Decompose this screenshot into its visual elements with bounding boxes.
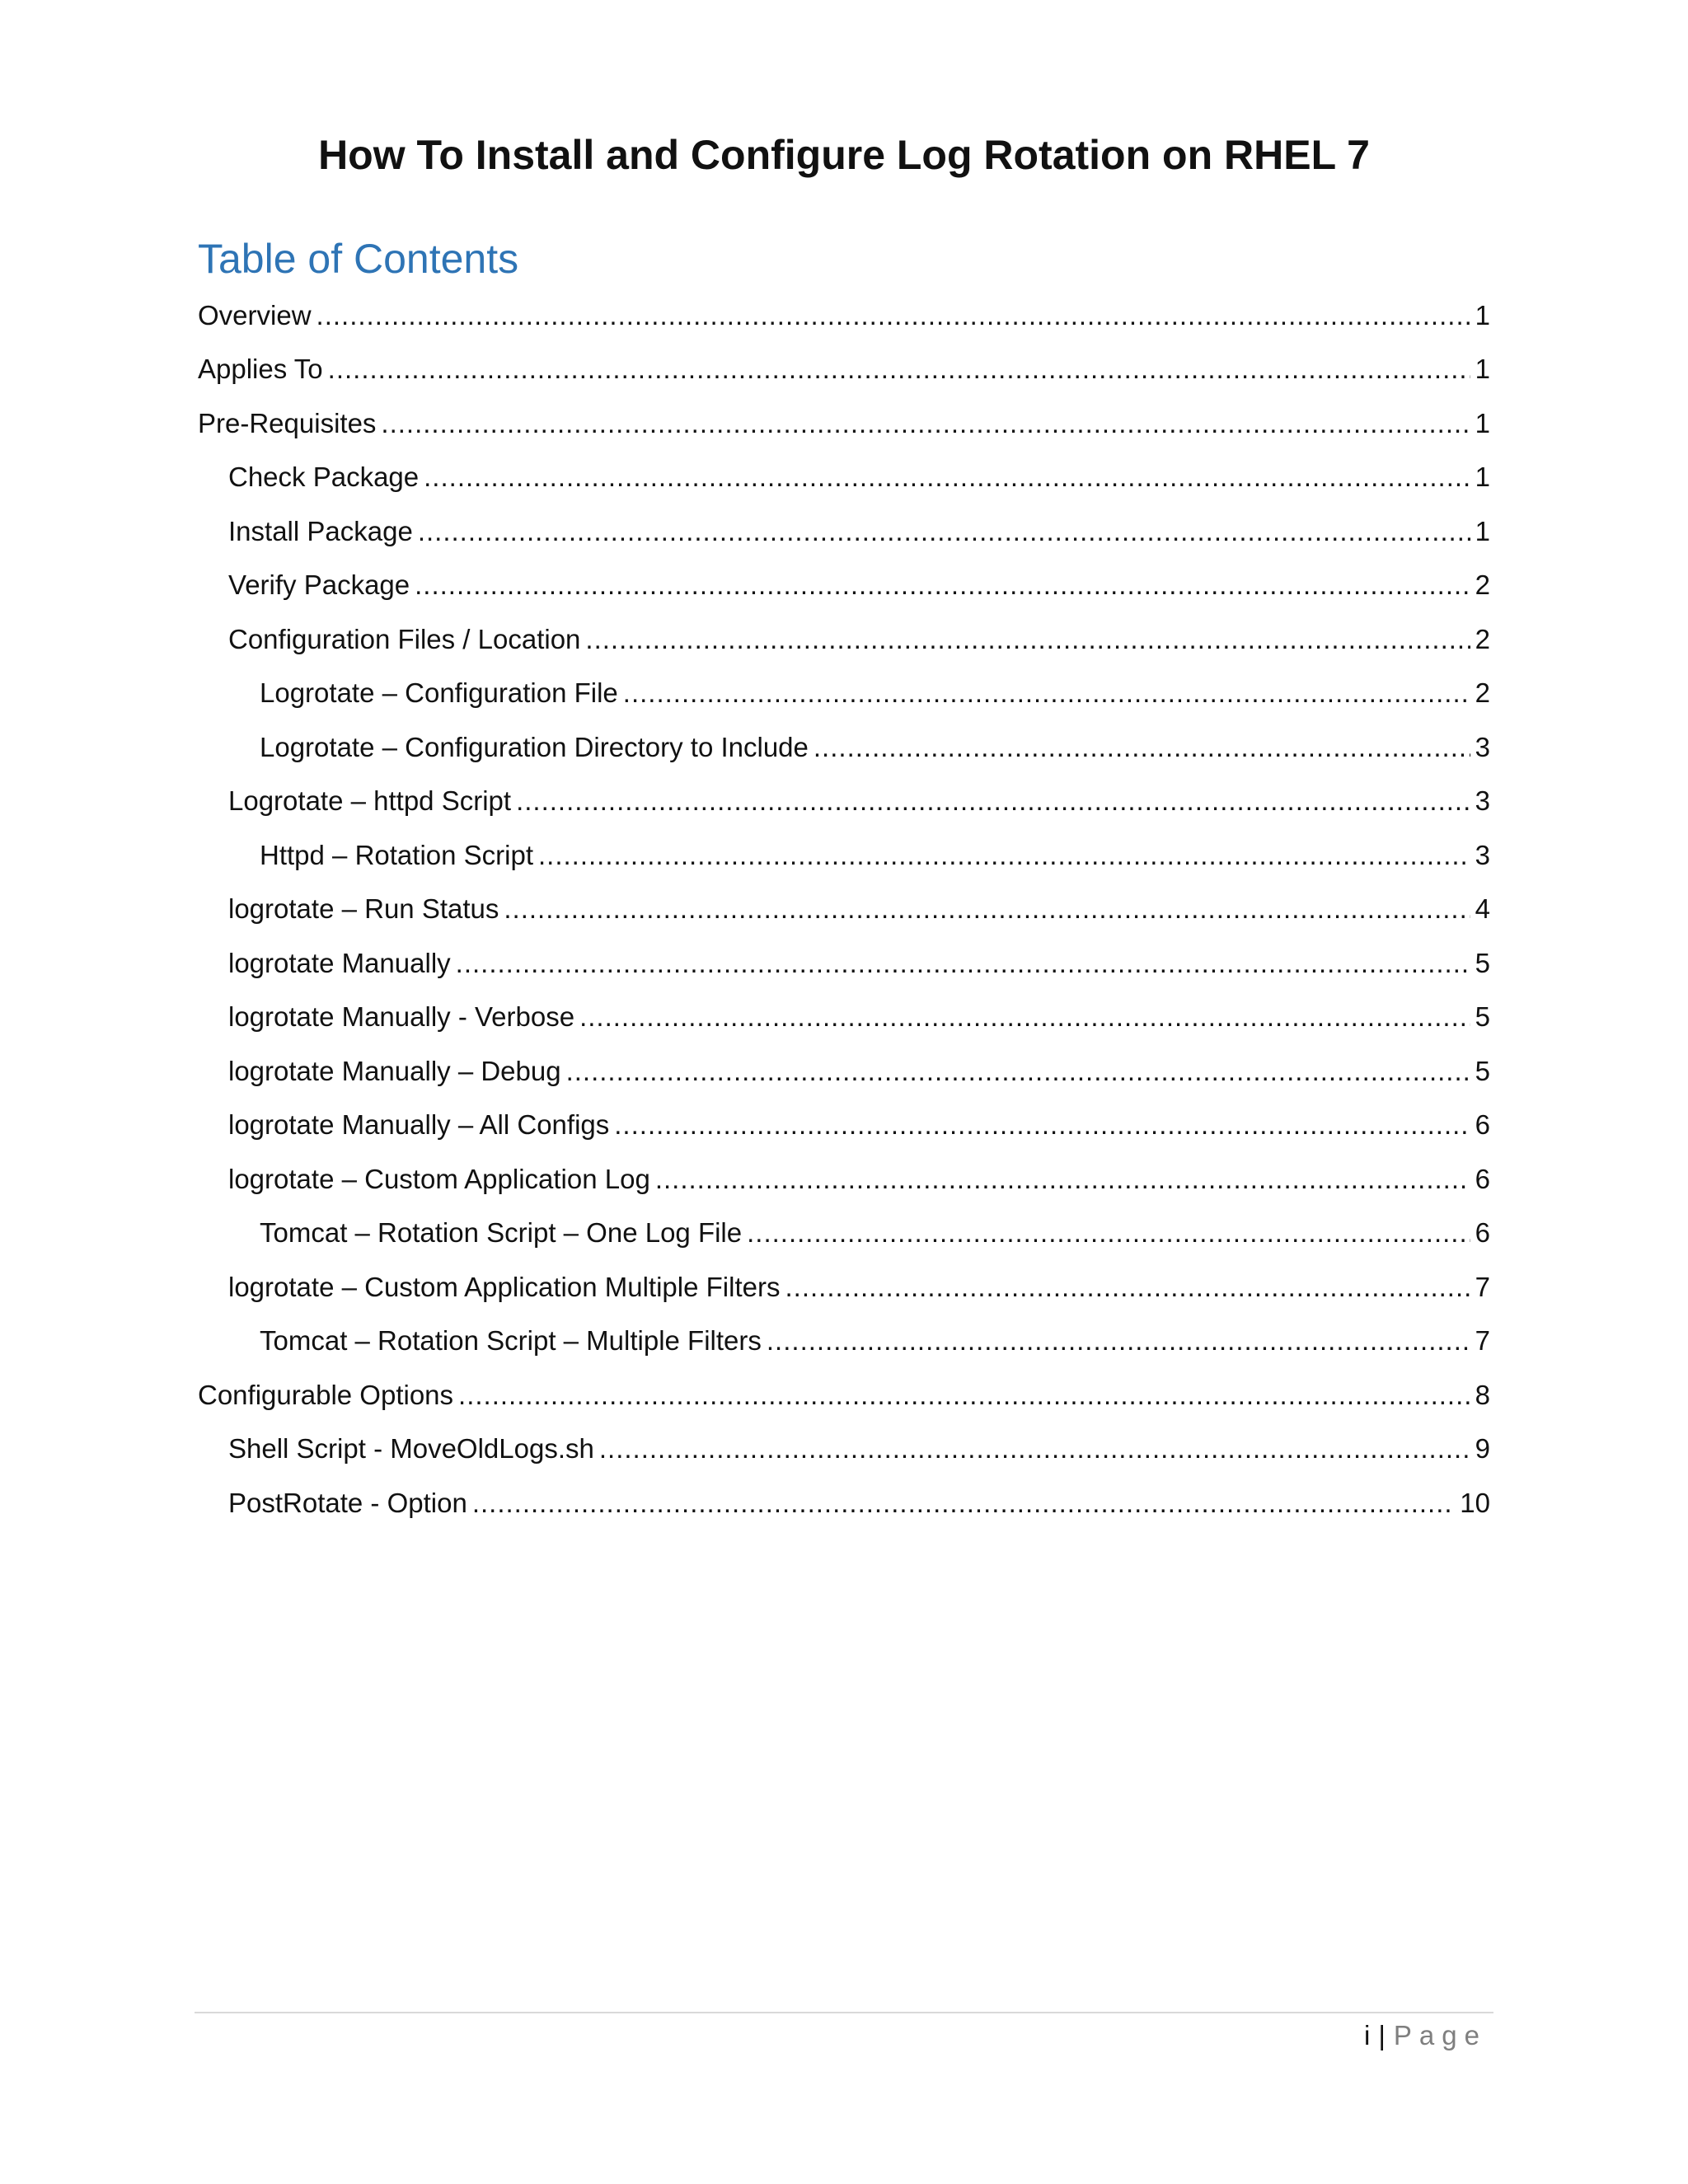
toc-entry-page: 6 [1470,1163,1490,1196]
footer-page-word: Page [1393,2020,1487,2050]
toc-entry-page: 6 [1470,1108,1490,1141]
footer-page-label [1364,2016,1487,2055]
toc-entry[interactable] [198,936,1490,991]
toc-entry-page: 8 [1470,1379,1490,1412]
toc-entry-label: logrotate – Custom Application Multiple Filters [228,1271,785,1304]
toc-entry-page: 1 [1470,461,1490,494]
toc-dot-leader [614,1108,1470,1141]
toc-entry-page: 1 [1470,407,1490,440]
toc-entry[interactable] [198,775,1490,829]
toc-entry-label: Shell Script - MoveOldLogs.sh [228,1432,599,1465]
toc-entry-page: 5 [1470,1001,1490,1033]
toc-entry-label: logrotate Manually – All Configs [228,1108,614,1141]
toc-entry[interactable] [198,504,1490,559]
toc-entry-label: logrotate – Run Status [228,893,504,926]
toc-entry-label: Overview [198,299,316,332]
toc-dot-leader [472,1487,1455,1520]
toc-entry-label: Logrotate – Configuration File [260,677,623,710]
toc-entry-label: Tomcat – Rotation Script – One Log File [260,1216,747,1249]
toc-entry[interactable] [198,343,1490,397]
toc-entry-page: 10 [1455,1487,1490,1520]
toc-entry-page: 7 [1470,1324,1490,1357]
footer-separator: | [1378,2020,1386,2050]
toc-entry[interactable] [198,828,1490,883]
toc-entry[interactable] [198,288,1490,343]
footer-divider [195,2012,1493,2013]
toc-dot-leader [747,1216,1470,1249]
toc-entry-page: 5 [1470,947,1490,980]
toc-dot-leader [516,785,1470,818]
toc-dot-leader [456,947,1470,980]
toc-dot-leader [785,1271,1470,1304]
toc-dot-leader [504,893,1470,926]
toc-entry[interactable] [198,1152,1490,1207]
toc-dot-leader [381,407,1470,440]
toc-entry-label: Verify Package [228,569,415,602]
toc-dot-leader [415,569,1470,602]
toc-entry-label: Httpd – Rotation Script [260,839,538,872]
toc-entry[interactable] [198,1368,1490,1422]
toc-entry-page: 3 [1470,839,1490,872]
toc-dot-leader [579,1001,1470,1033]
toc-entry-label: Install Package [228,515,418,548]
toc-entry[interactable] [198,1422,1490,1477]
toc-entry[interactable] [198,991,1490,1045]
toc-entry-page: 5 [1470,1055,1490,1088]
toc-entry-label: PostRotate - Option [228,1487,472,1520]
toc-entry-label: Check Package [228,461,424,494]
toc-entry-label: Pre-Requisites [198,407,381,440]
toc-entry-label: Tomcat – Rotation Script – Multiple Filters [260,1324,767,1357]
toc-dot-leader [566,1055,1470,1088]
toc-entry-label: Logrotate – httpd Script [228,785,516,818]
toc-entry-label: Applies To [198,353,328,386]
toc-entry-label: Configuration Files / Location [228,623,585,656]
toc-entry[interactable] [198,1099,1490,1153]
toc-entry-page: 1 [1470,515,1490,548]
toc-dot-leader [814,731,1470,764]
toc-entry-page: 6 [1470,1216,1490,1249]
toc-entry[interactable] [198,1260,1490,1315]
toc-dot-leader [328,353,1470,386]
toc-entry-page: 2 [1470,677,1490,710]
toc-entry-page: 4 [1470,893,1490,926]
toc-entry[interactable] [198,1315,1490,1369]
toc-entry[interactable] [198,1044,1490,1099]
toc-entry[interactable] [198,883,1490,937]
toc-entry-label: Configurable Options [198,1379,458,1412]
toc-entry[interactable] [198,612,1490,667]
toc-entry-page: 3 [1470,731,1490,764]
toc-entry[interactable] [198,559,1490,613]
toc-entry-label: Logrotate – Configuration Directory to Include [260,731,814,764]
toc-dot-leader [767,1324,1470,1357]
toc-dot-leader [316,299,1470,332]
toc-entry[interactable] [198,451,1490,505]
toc-entry[interactable] [198,396,1490,451]
toc-entry-page: 1 [1470,299,1490,332]
toc-entry-label: logrotate Manually [228,947,456,980]
toc-entry-label: logrotate Manually – Debug [228,1055,566,1088]
toc-entry-page: 2 [1470,569,1490,602]
toc-entry-page: 3 [1470,785,1490,818]
toc-dot-leader [599,1432,1470,1465]
toc-dot-leader [538,839,1470,872]
toc-heading: Table of Contents [198,236,519,282]
toc-entry-page: 2 [1470,623,1490,656]
toc-dot-leader [418,515,1470,548]
toc-entry-page: 1 [1470,353,1490,386]
document-title: How To Install and Configure Log Rotation on RHEL 7 [318,131,1370,178]
toc-entry[interactable] [198,1476,1490,1530]
toc-list [198,288,1490,1530]
footer-page-number: i [1364,2020,1371,2050]
toc-dot-leader [424,461,1470,494]
toc-entry-label: logrotate Manually - Verbose [228,1001,579,1033]
toc-dot-leader [585,623,1470,656]
toc-entry[interactable] [198,720,1490,775]
toc-dot-leader [623,677,1470,710]
toc-entry-label: logrotate – Custom Application Log [228,1163,655,1196]
toc-entry[interactable] [198,1207,1490,1261]
toc-entry-page: 9 [1470,1432,1490,1465]
toc-dot-leader [458,1379,1470,1412]
toc-entry-page: 7 [1470,1271,1490,1304]
toc-dot-leader [655,1163,1470,1196]
toc-entry[interactable] [198,667,1490,721]
